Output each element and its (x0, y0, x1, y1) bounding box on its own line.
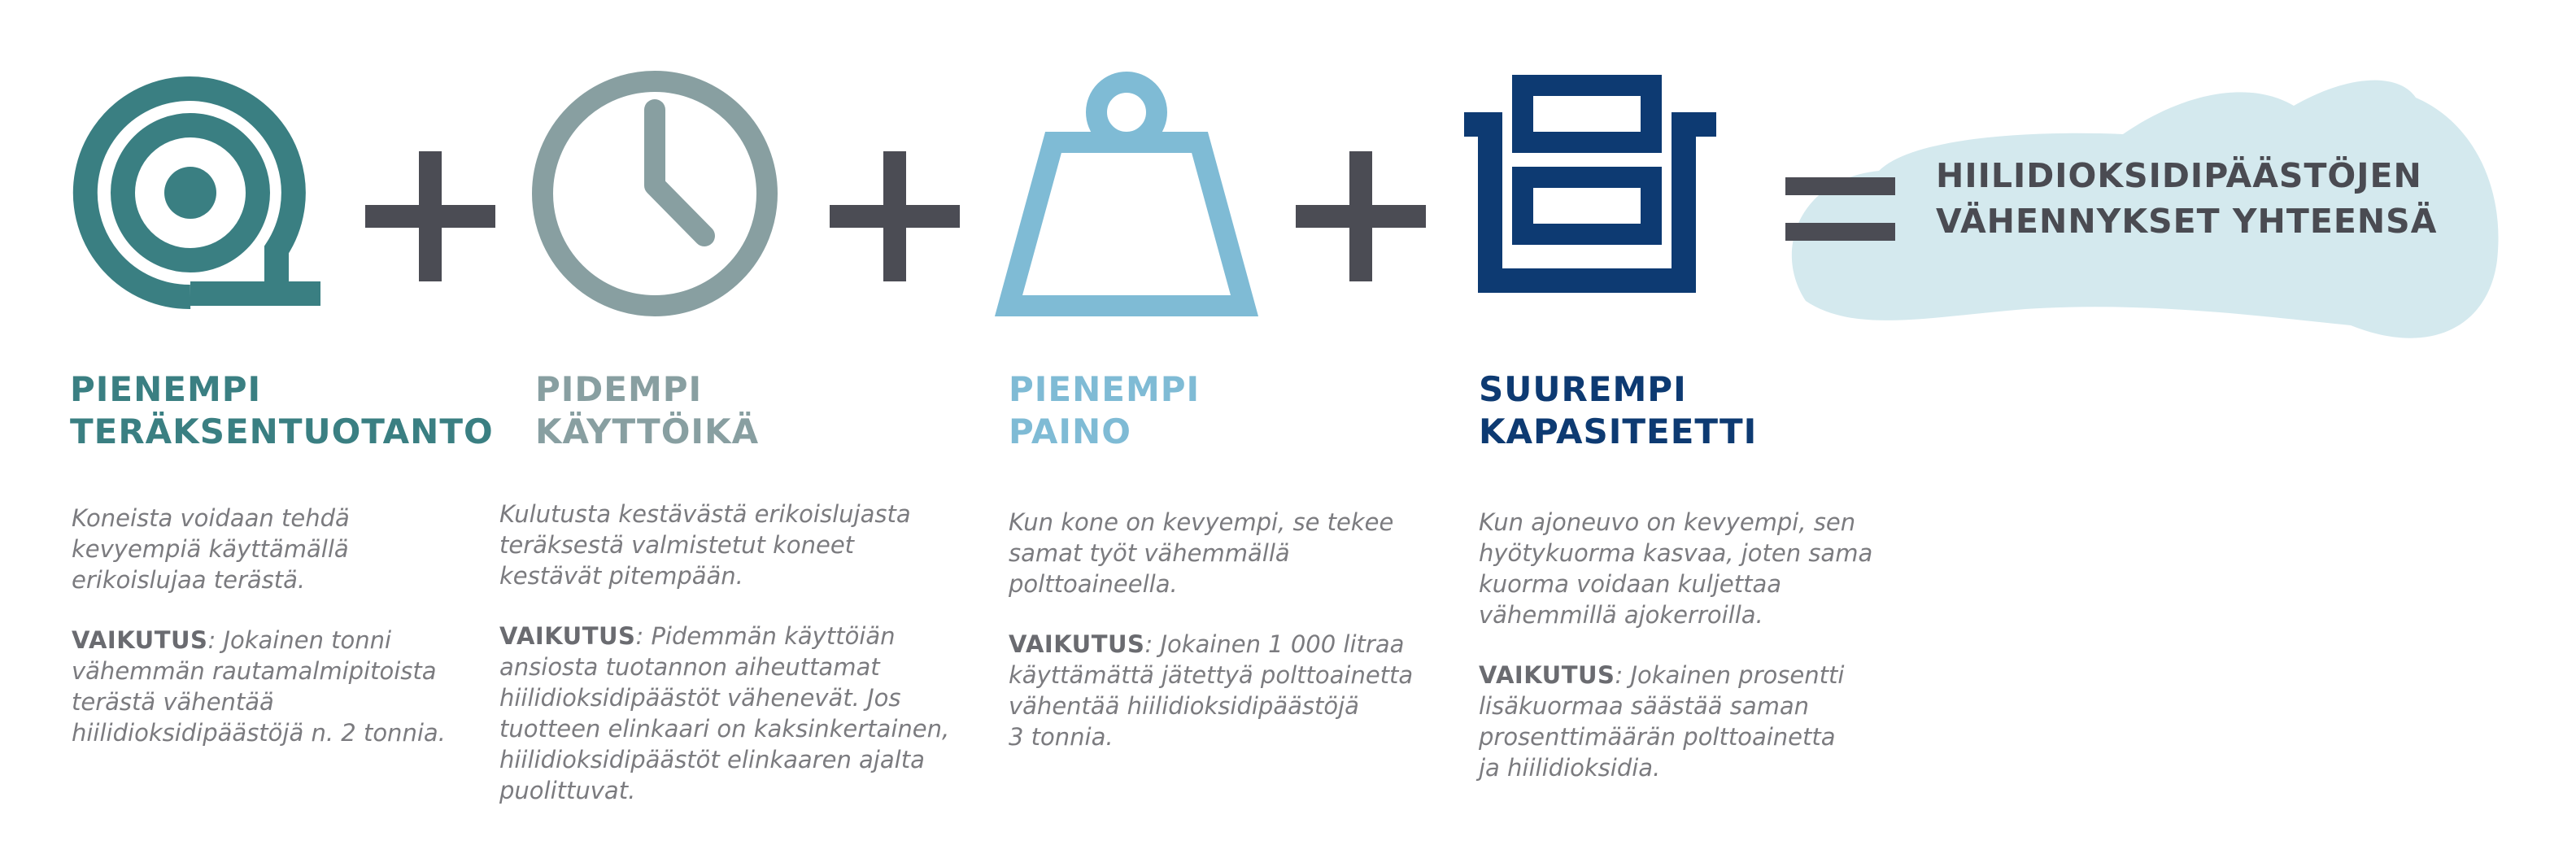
factor-3-heading: PIENEMPI PAINO (1009, 369, 1201, 451)
factor-3-description: Kun kone on kevyempi, se tekee samat työt vähemmällä polttoaineella. (1009, 508, 1394, 598)
factor-2-heading: PIDEMPI KÄYTTÖIKÄ (535, 369, 760, 451)
factor-4-impact: VAIKUTUS: Jokainen prosentti lisäkuormaa säästää saman prosenttimäärän polttoainetta ja hiilidioksidia. (1479, 661, 1845, 782)
result-label (1936, 153, 2437, 244)
result-line-2: VÄHENNYKSET YHTEENSÄ (1936, 202, 2438, 241)
plus-sign-3 (1296, 151, 1426, 281)
factor-1-heading: PIENEMPI TERÄKSENTUOTANTO (70, 369, 494, 451)
factor-4-text (1479, 507, 1872, 813)
factor-2-impact: VAIKUTUS: Pidemmän käyttöiän ansiosta tuotannon aiheuttamat hiilidioksidipäästöt vähenevät. Jos tuotteen elinkaari on kaksinkertainen, hiilidioksidipäästöt elinkaaren ajalta puolittuvat. (499, 622, 950, 804)
factor-2-description: Kulutusta kestävästä erikoislujasta teräksestä valmistetut koneet kestävät pitempään. (499, 500, 911, 590)
impact-label: VAIKUTUS (72, 626, 208, 654)
weight-icon (996, 65, 1257, 317)
impact-label: VAIKUTUS (499, 622, 636, 650)
factor-1-text (72, 503, 446, 778)
factor-1-impact: VAIKUTUS: Jokainen tonni vähemmän rautamalmipitoista terästä vähentää hiilidioksidipäästöjä n. 2 tonnia. (72, 626, 446, 747)
factor-1-description: Koneista voidaan tehdä kevyempiä käyttämällä erikoislujaa terästä. (72, 504, 350, 594)
result-line-1: HIILIDIOKSIDIPÄÄSTÖJEN (1936, 156, 2422, 195)
impact-label: VAIKUTUS (1009, 630, 1145, 658)
plus-sign-2 (830, 151, 960, 281)
cargo-capacity-icon (1464, 77, 1716, 309)
impact-label: VAIKUTUS (1479, 661, 1615, 689)
factor-4-description: Kun ajoneuvo on kevyempi, sen hyötykuorma kasvaa, joten sama kuorma voidaan kuljettaa vähemmillä ajokerroilla. (1479, 508, 1873, 629)
plus-sign-1 (365, 151, 495, 281)
steel-coil-icon (68, 69, 320, 313)
equals-sign (1785, 177, 1895, 242)
factor-4-heading: SUUREMPI KAPASITEETTI (1479, 369, 1758, 451)
factor-3-impact: VAIKUTUS: Jokainen 1 000 litraa käyttämättä jätettyä polttoainetta vähentää hiilidioksidipäästöjä 3 tonnia. (1009, 630, 1414, 751)
factor-3-text (1009, 507, 1413, 782)
clock-icon (530, 69, 779, 318)
factor-2-text (499, 499, 949, 835)
